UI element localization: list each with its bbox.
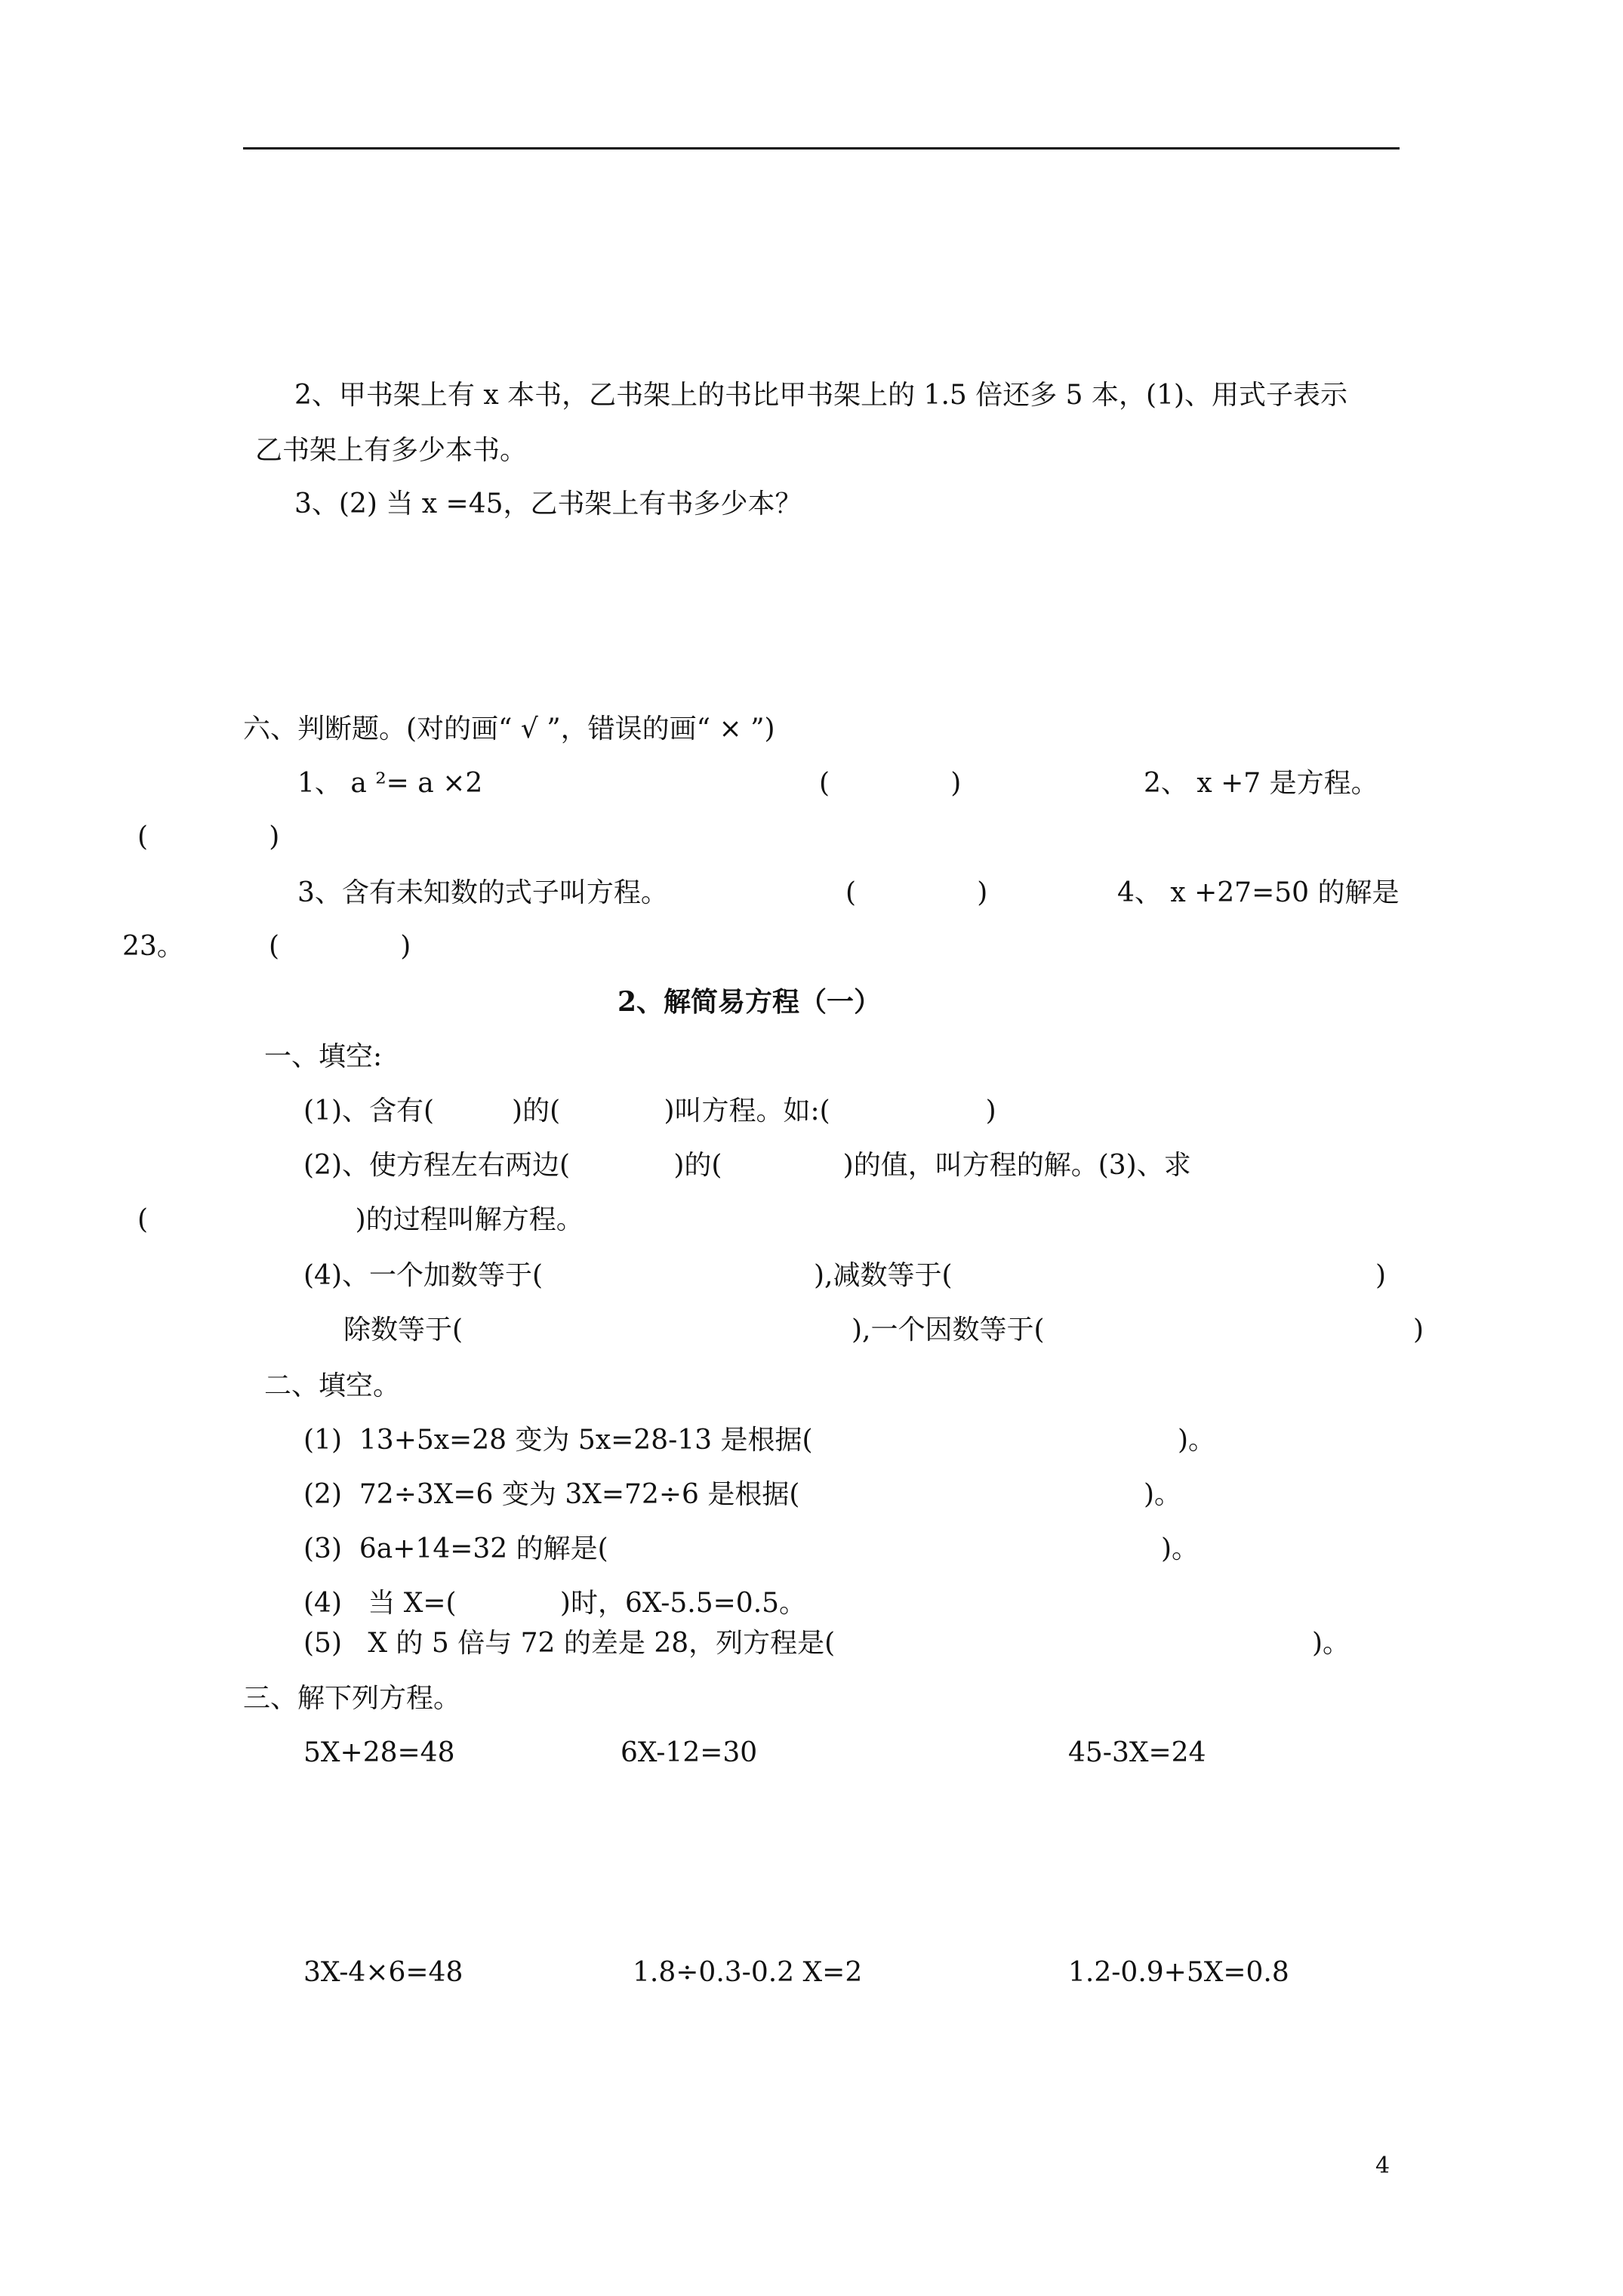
equation-2: 6X-12=30 (621, 1737, 758, 1768)
q2-line1: 2、甲书架上有 x 本书，乙书架上的书比甲书架上的 1.5 倍还多 5 本，(1)、用式子表示 (294, 380, 1348, 411)
q3: 3、(2) 当 x =45，乙书架上有书多少本？ (294, 488, 802, 519)
judge-item4-cont: 23。 (122, 931, 184, 962)
judge-item2-blank: ( ) (137, 821, 280, 852)
q2-line2: 乙书架上有多少本书。 (255, 435, 528, 466)
part1-line1: (1)、含有( )的( )叫方程。如:( ) (303, 1096, 996, 1126)
part3-heading: 三、解下列方程。 (243, 1683, 461, 1714)
judge-item3-blank: ( ) (845, 877, 988, 908)
part2-line2a: (2) 72÷3X=6 变为 3X=72÷6 是根据( (303, 1479, 800, 1510)
part1-line5c: ) (1413, 1314, 1424, 1345)
lesson-title: 2、解简易方程（一） (617, 986, 882, 1018)
part1-line5b: ),一个因数等于( (852, 1314, 1045, 1345)
judge-item4: 4、 x +27=50 的解是 (1117, 877, 1400, 908)
page-number: 4 (1375, 2153, 1390, 2179)
part1-heading: 一、填空: (264, 1041, 383, 1072)
judge-item3: 3、含有未知数的式子叫方程。 (297, 877, 668, 908)
judge-item2: 2、 x +7 是方程。 (1144, 768, 1378, 799)
part2-line1a: (1) 13+5x=28 变为 5x=28-13 是根据( (303, 1425, 813, 1456)
part2-heading: 二、填空。 (264, 1370, 401, 1401)
part2-line1b: )。 (1178, 1425, 1216, 1456)
equation-5: 1.8÷0.3-0.2 X=2 (633, 1957, 863, 1988)
judge-item1-blank: ( ) (819, 768, 962, 799)
judge-item1: 1、 a ²= a ×2 (297, 768, 483, 799)
equation-1: 5X+28=48 (303, 1737, 455, 1768)
part1-line3: ( )的过程叫解方程。 (137, 1204, 584, 1235)
part1-line4a: (4)、一个加数等于( (303, 1260, 544, 1291)
part1-line5a: 除数等于( (343, 1314, 463, 1345)
judge-item4-blank: ( ) (269, 931, 411, 962)
part2-line2b: )。 (1144, 1479, 1182, 1510)
part2-line3a: (3) 6a+14=32 的解是( (303, 1533, 608, 1564)
part1-line2: (2)、使方程左右两边( )的( )的值，叫方程的解。(3)、求 (303, 1150, 1191, 1181)
part2-line4: (4) 当 X=( )时，6X-5.5=0.5。 (303, 1588, 807, 1619)
part2-line3b: )。 (1161, 1533, 1200, 1564)
equation-4: 3X-4×6=48 (303, 1957, 463, 1988)
part1-line4c: ) (1375, 1260, 1387, 1291)
part1-line4b: ),减数等于( (814, 1260, 953, 1291)
equation-6: 1.2-0.9+5X=0.8 (1068, 1957, 1289, 1988)
header-rule (243, 147, 1400, 149)
section6-heading: 六、判断题。(对的画“ √ ”，错误的画“ × ”) (243, 713, 775, 744)
equation-3: 45-3X=24 (1068, 1737, 1206, 1768)
part2-line5a: (5) X 的 5 倍与 72 的差是 28，列方程是( (303, 1628, 836, 1659)
part2-line5b: )。 (1312, 1628, 1350, 1659)
